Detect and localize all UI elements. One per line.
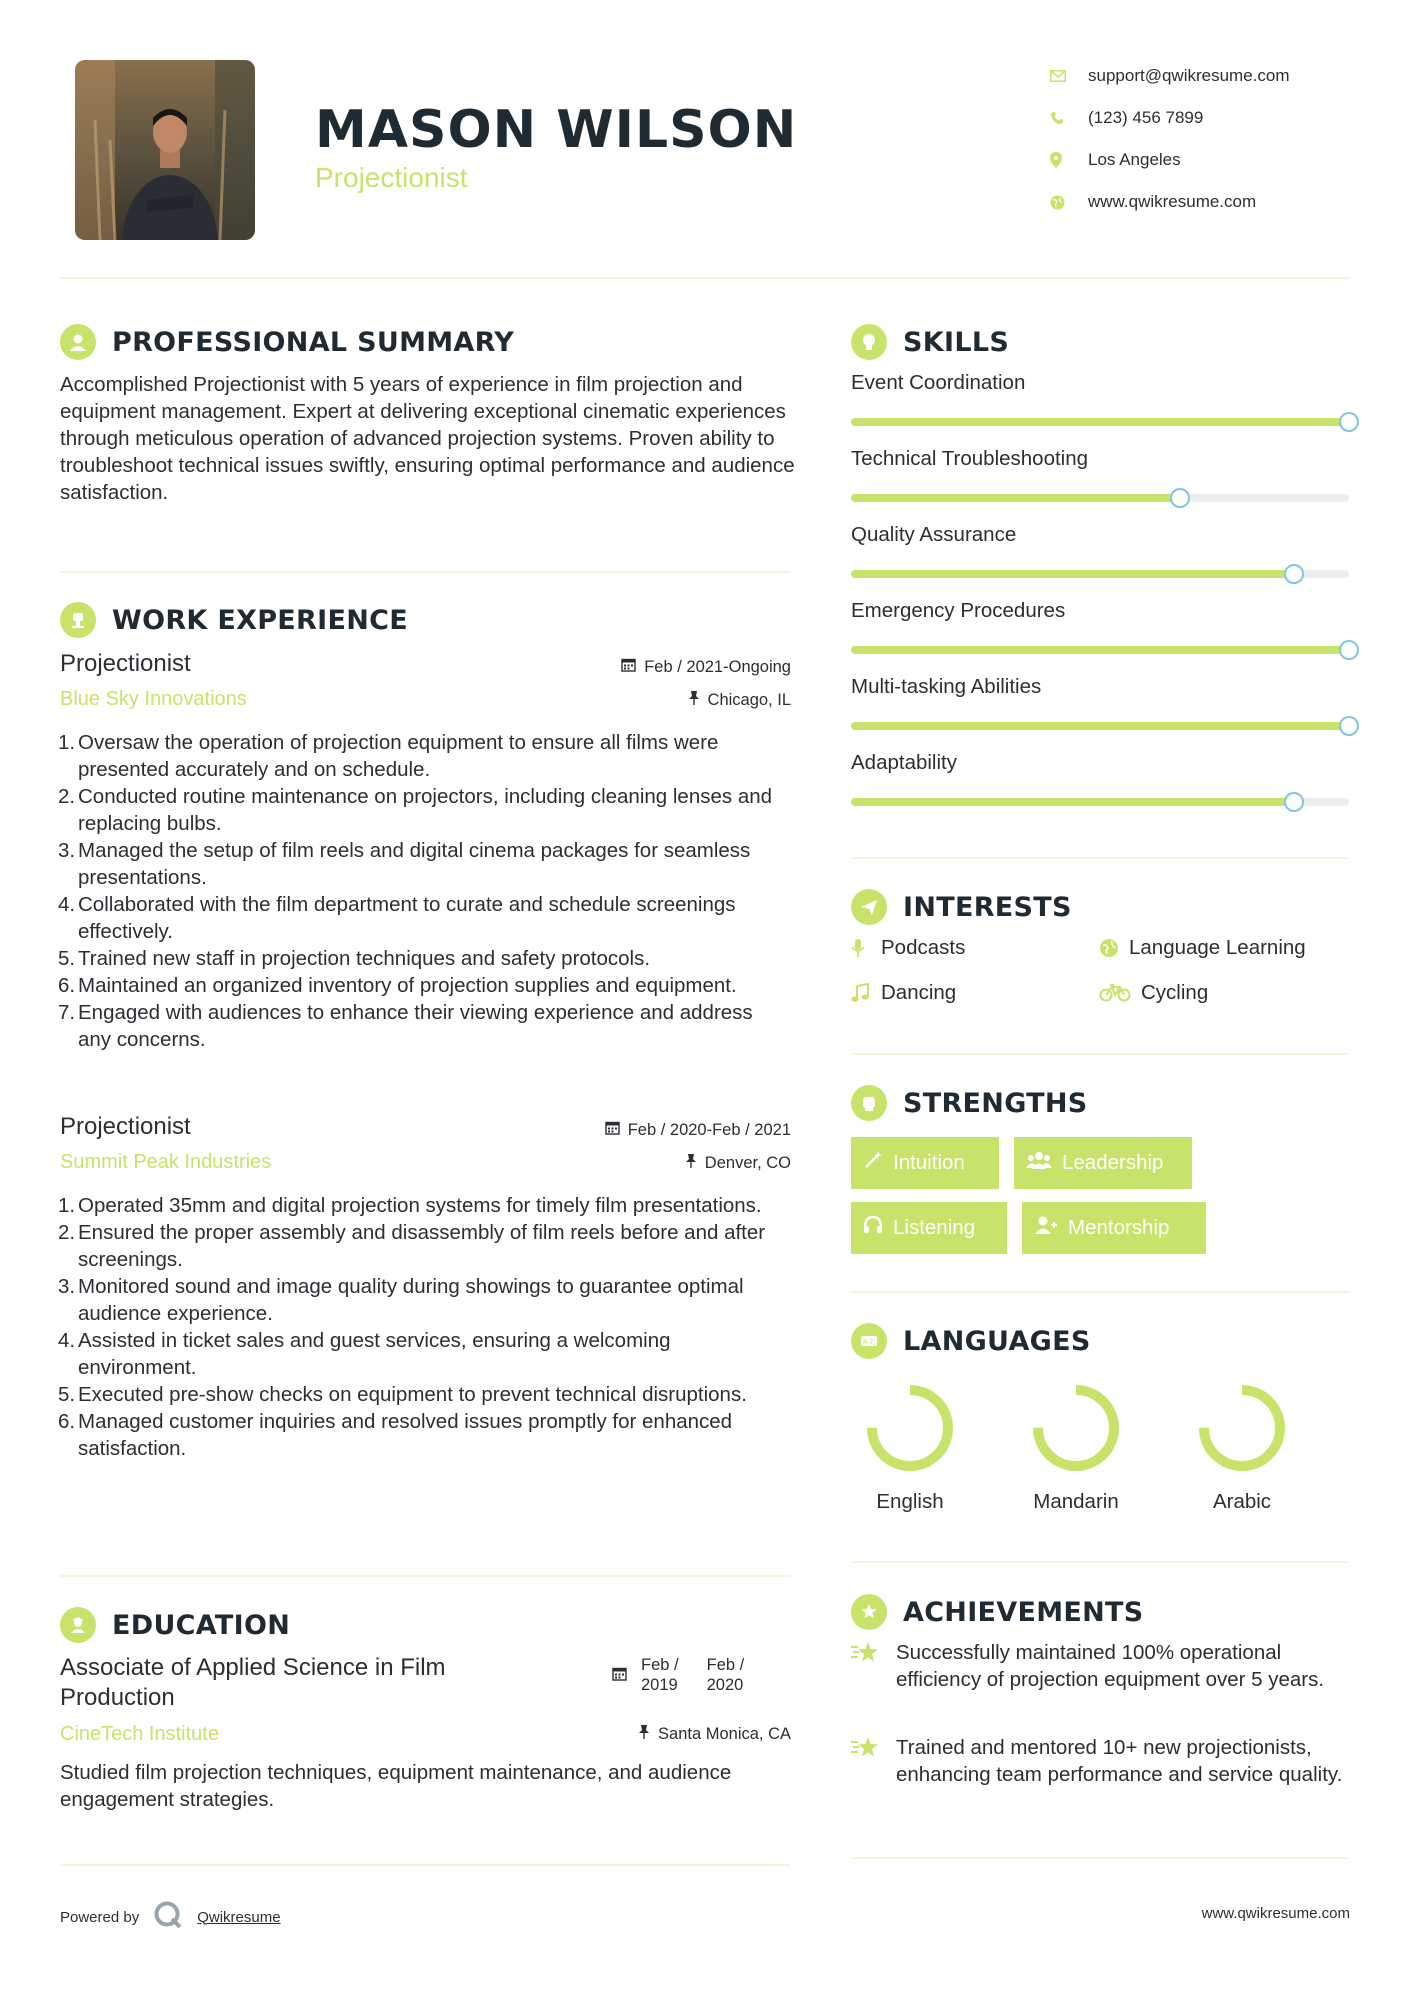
language-ring-arc [1204,1390,1280,1466]
list-item: 4. Collaborated with the film department to curate and schedule screenings effectively. [58,893,736,943]
language-item [840,1378,980,1514]
calendar-icon [612,1655,627,1695]
list-item: 6. Maintained an organized inventory of projection supplies and equipment. [58,974,737,997]
skill-bar-fill [851,494,1180,502]
language-label: English [876,1490,944,1513]
interests-title: INTERESTS [903,891,1072,923]
contact-location-text: Los Angeles [1088,150,1181,169]
education-end-date: Feb / 2020 [706,1656,745,1694]
group-icon [1026,1150,1052,1176]
skills-divider [851,857,1349,859]
star-badge-icon [851,1734,896,1788]
profile-photo [75,60,255,240]
skill-bar-knob [1339,716,1359,736]
education-start-date: Feb / 2019 [641,1656,679,1694]
skill-bar-knob [1339,640,1359,660]
list-item: 2. Conducted routine maintenance on projectors, including cleaning lenses and replacing bulbs. [58,785,773,835]
strength-label: Mentorship [1068,1216,1170,1239]
interest-label: Dancing [881,981,957,1004]
powered-by-text: Powered by [60,1908,140,1926]
skills-title: SKILLS [903,326,1010,358]
list-item: 4. Assisted in ticket sales and guest services, ensuring a welcoming environment. [58,1329,671,1379]
skill-bar-fill [851,798,1294,806]
contact-email[interactable] [1050,55,1350,97]
skill-bar-fill [851,722,1349,730]
user-plus-icon [1034,1215,1058,1241]
header-divider [60,277,1350,279]
interest-item [1099,936,1306,960]
pushpin-icon [638,1724,650,1744]
education-divider [60,1864,790,1866]
skill-label: Emergency Procedures [851,599,1066,622]
skill-bar [851,646,1349,654]
skill-bar [851,418,1349,426]
achievements-divider [851,1857,1349,1859]
languages-title: LANGUAGES [903,1325,1091,1357]
language-ring [1026,1378,1126,1478]
achievements-heading [851,1594,1144,1630]
skill-bar-knob [1170,488,1190,508]
achievement-text: Trained and mentored 10+ new projectionists, enhancing team performance and service quality. [896,1736,1343,1786]
interest-label: Cycling [1141,981,1209,1004]
pushpin-icon [685,1153,697,1173]
strength-tag [1022,1202,1206,1254]
education-description: Studied film projection techniques, equipment maintenance, and audience engagement strategies. [60,1761,732,1811]
skill-label: Multi-tasking Abilities [851,675,1042,698]
education-location [500,1724,791,1744]
language-item [1172,1378,1312,1514]
music-note-icon [851,983,881,1003]
list-item: 7. Engaged with audiences to enhance their viewing experience and address any concerns. [58,1001,753,1051]
language-ring-arc [872,1390,948,1466]
job-dates [480,1120,791,1140]
skill-label: Adaptability [851,751,957,774]
skill-label: Technical Troubleshooting [851,447,1089,470]
calendar-icon [605,1120,620,1140]
language-icon [851,1323,887,1359]
skill-bar-knob [1284,564,1304,584]
contact-info [1050,55,1350,223]
job-dates-text: Feb / 2021-Ongoing [644,657,791,676]
education-heading [60,1607,290,1643]
work-divider [60,1575,790,1577]
phone-icon [1050,111,1088,125]
work-heading [60,602,408,638]
language-label: Arabic [1212,1490,1272,1513]
bicycle-icon [1099,984,1141,1002]
microphone-icon [851,938,881,958]
list-item: 1. Operated 35mm and digital projection systems for timely film presentations. [58,1194,762,1217]
contact-phone[interactable] [1050,97,1350,139]
globe-icon [1050,195,1088,210]
list-item: 1. Oversaw the operation of projection equipment to ensure all films were presented accurately and on schedule. [58,731,719,781]
achievement-item [851,1639,1349,1693]
job-dates [500,657,791,677]
job-title: Projectionist [60,1113,191,1140]
pushpin-icon [688,690,700,710]
job-location-text: Chicago, IL [707,690,791,709]
language-ring [860,1378,960,1478]
strength-tag [851,1202,1007,1254]
summary-divider [60,571,790,573]
magic-wand-icon [863,1150,883,1176]
job-duties [60,729,790,1053]
work-title: WORK EXPERIENCE [112,604,408,636]
headphones-icon [863,1215,883,1241]
job-duties [60,1192,790,1462]
list-item: 3. Monitored sound and image quality during showings to guarantee optimal audience experience. [58,1275,744,1325]
skill-label: Quality Assurance [851,523,1017,546]
education-dates [612,1655,744,1695]
lightbulb-icon [851,324,887,360]
candidate-name: MASON WILSON [315,100,798,160]
summary-text: Accomplished Projectionist with 5 years of experience in film projection and equipment management. Expert at delivering exceptional cinematic experiences through meticulous operation of advanced projection systems. Proven ability to troubleshoot technical issues swiftly, ensuring optimal performance and audience satisfaction. [60,373,795,504]
graduate-icon [60,1607,96,1643]
skill-label: Event Coordination [851,371,1026,394]
skill-bar [851,494,1349,502]
language-item [1006,1378,1146,1514]
skill-bar-knob [1284,792,1304,812]
interest-label: Language Learning [1129,936,1306,959]
degree-line: Associate of Applied Science in Film [60,1654,446,1681]
mail-icon [1050,70,1088,82]
strength-label: Intuition [893,1151,965,1174]
summary-title: PROFESSIONAL SUMMARY [112,326,515,358]
fist-icon [851,1085,887,1121]
footer-url[interactable]: www.qwikresume.com [1201,1905,1350,1922]
job-title: Projectionist [60,650,191,677]
contact-website[interactable] [1050,181,1350,223]
list-item: 5. Executed pre-show checks on equipment to prevent technical disruptions. [58,1383,747,1406]
job-company: Blue Sky Innovations [60,688,247,710]
strength-tag [851,1137,999,1189]
list-item: 3. Managed the setup of film reels and digital cinema packages for seamless presentations. [58,839,751,889]
contact-email-text: support@qwikresume.com [1088,66,1290,85]
school-name: CineTech Institute [60,1723,219,1745]
svg-text:A文: A文 [863,1338,875,1346]
contact-website-text: www.qwikresume.com [1088,192,1257,211]
achievement-item [851,1734,1349,1788]
location-pin-icon [1050,152,1088,168]
skill-bar [851,570,1349,578]
education-location-text: Santa Monica, CA [658,1724,791,1743]
education-title: EDUCATION [112,1609,291,1641]
trophy-icon [851,1594,887,1630]
interest-item [851,981,956,1005]
strengths-divider [851,1291,1349,1293]
star-badge-icon [851,1639,896,1693]
interests-divider [851,1053,1349,1055]
strengths-title: STRENGTHS [903,1087,1088,1119]
job-dates-text: Feb / 2020-Feb / 2021 [627,1120,791,1139]
job-location [500,690,791,710]
skill-bar-fill [851,570,1294,578]
job-location-text: Denver, CO [704,1153,791,1172]
brand-link[interactable]: Qwikresume [197,1908,281,1926]
globe-icon [1099,938,1129,958]
languages-divider [851,1561,1349,1563]
qwikresume-logo-icon [153,1900,183,1934]
language-ring-arc [1038,1390,1114,1466]
calendar-icon [621,657,636,677]
language-ring [1192,1378,1292,1478]
degree-title [60,1653,580,1713]
summary-heading [60,324,514,360]
skill-bar [851,798,1349,806]
job-company: Summit Peak Industries [60,1151,272,1173]
strengths-heading [851,1085,1088,1121]
interest-label: Podcasts [881,936,966,959]
contact-location [1050,139,1350,181]
list-item: 5. Trained new staff in projection techniques and safety protocols. [58,947,651,970]
strength-tag [1014,1137,1192,1189]
paper-plane-icon [851,889,887,925]
candidate-title: Projectionist [315,162,468,193]
interest-item [1099,981,1208,1005]
list-item: 6. Managed customer inquiries and resolved issues promptly for enhanced satisfaction. [58,1410,733,1460]
skill-bar-knob [1339,412,1359,432]
user-icon [60,324,96,360]
strength-label: Leadership [1062,1151,1164,1174]
interest-item [851,936,965,960]
job-location [500,1153,791,1173]
briefcase-icon [60,602,96,638]
footer-powered-by [60,1900,281,1934]
skills-heading [851,324,1009,360]
interests-heading [851,889,1072,925]
skill-bar-fill [851,646,1349,654]
list-item: 2. Ensured the proper assembly and disassembly of film reels before and after screenings. [58,1221,766,1271]
strength-label: Listening [893,1216,976,1239]
languages-heading [851,1323,1091,1359]
skill-bar-fill [851,418,1349,426]
skill-bar [851,722,1349,730]
achievement-text: Successfully maintained 100% operational efficiency of projection equipment over 5 years. [896,1641,1325,1691]
achievements-title: ACHIEVEMENTS [903,1596,1144,1628]
degree-line: Production [60,1684,175,1711]
language-label: Mandarin [1033,1490,1119,1513]
contact-phone-text: (123) 456 7899 [1088,108,1204,127]
